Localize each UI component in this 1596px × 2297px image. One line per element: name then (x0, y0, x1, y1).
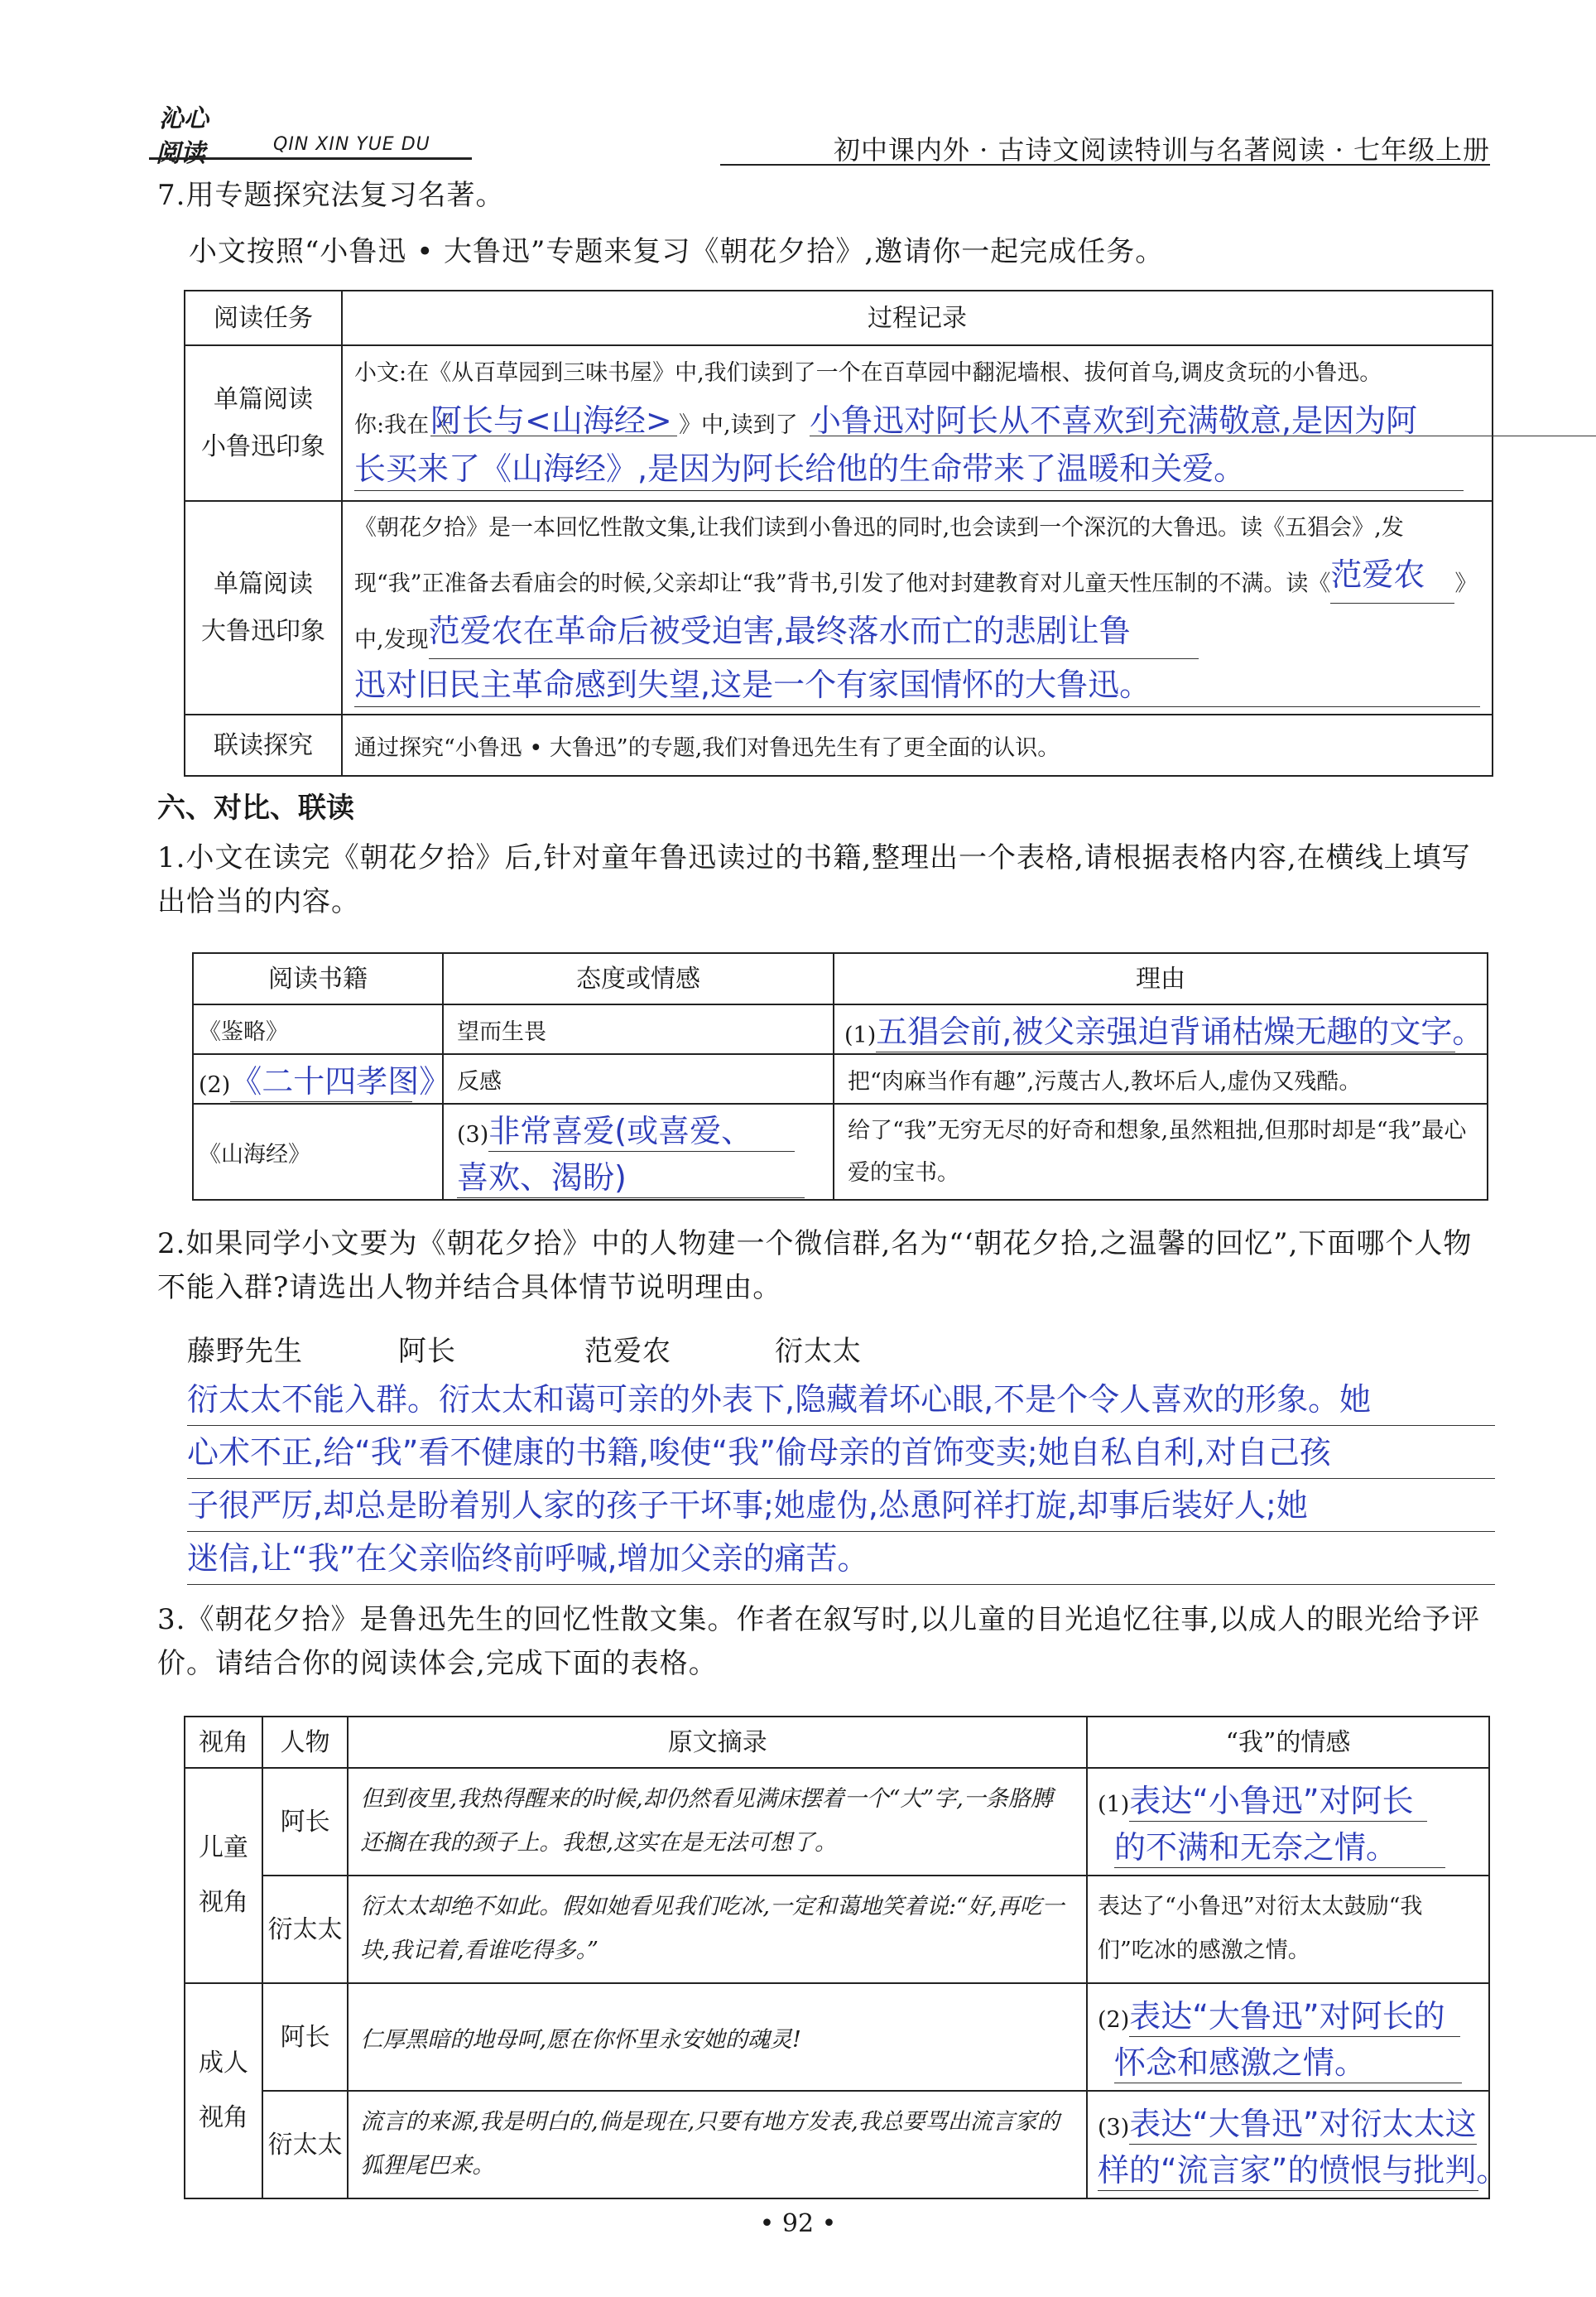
q1-header-reason: 理由 (834, 953, 1488, 1004)
q1-r1-prefix: (1) (844, 1023, 877, 1048)
header-rule (720, 164, 1490, 166)
q3-r3-prefix: (2) (1098, 2007, 1130, 2033)
q3-header-quote: 原文摘录 (348, 1717, 1087, 1768)
q7-row2-blank[interactable]: 范爱农 (1330, 547, 1454, 604)
page-number: • 92 • (759, 2209, 837, 2238)
q7-table (184, 290, 1493, 777)
q1-r1-reason (834, 1004, 1488, 1054)
q3-header-person: 人物 (262, 1717, 349, 1768)
q1-r1-answer[interactable]: 五猖会前,被父亲强迫背诵枯燥无趣的文字。 (876, 1006, 1455, 1052)
q1-text: 1.小文在读完《朝花夕拾》后,针对童年鲁迅读过的书籍,整理出一个表格,请根据表格内容,在横线上填写出恰当的内容。 (157, 841, 1471, 918)
q1-r3-prefix: (3) (457, 1122, 489, 1148)
q7-row1-you: 你:我在《 (354, 412, 452, 438)
q7-row2-record (342, 501, 1493, 715)
q2-option: 衍太太 (775, 1335, 862, 1368)
q3-r1-person: 阿长 (262, 1768, 349, 1876)
q2-answer-line[interactable]: 心术不正,给“我”看不健康的书籍,唆使“我”偷母亲的首饰变卖;她自私自利,对自己孩 (187, 1426, 1495, 1479)
q3-text: 3.《朝花夕拾》是鲁迅先生的回忆性散文集。作者在叙写时,以儿童的目光追忆往事,以成人的眼光给予评价。请结合你的阅读体会,完成下面的表格。 (157, 1603, 1481, 1680)
q1-r2-answer[interactable]: 《二十四孝图》 (230, 1056, 412, 1102)
q2-options (187, 1330, 1180, 1374)
q7-row1-label: 单篇阅读 小鲁迅印象 (185, 345, 342, 501)
header-title: 初中课内外 · 古诗文阅读特训与名著阅读 · 七年级上册 (833, 134, 1490, 166)
logo-pinyin: QIN XIN YUE DU (273, 134, 430, 155)
logo-text-bottom: 阅读 (156, 139, 205, 168)
q7-row3-label: 联读探究 (185, 715, 342, 776)
q3-r3-quote: 仁厚黑暗的地母呵,愿在你怀里永安她的魂灵! (348, 1983, 1087, 2091)
q3-r4-answer2[interactable]: 样的“流言家”的愤恨与批判。 (1098, 2145, 1478, 2191)
q3-r1-answer2[interactable]: 的不满和无奈之情。 (1114, 1822, 1445, 1868)
q1-r3-attitude (443, 1104, 834, 1200)
q7-intro: 小文按照“小鲁迅 • 大鲁迅”专题来复习《朝花夕拾》,邀请你一起完成任务。 (189, 235, 1165, 268)
q3-r1-quote: 但到夜里,我热得醒来的时候,却仍然看见满床摆着一个“大”字,一条胳膊还搁在我的颈子上。我想,这实在是无法可想了。 (348, 1768, 1087, 1876)
q3-r1-answer1[interactable]: 表达“小鲁迅”对阿长 (1129, 1775, 1427, 1822)
q2-answer[interactable] (187, 1373, 1495, 1585)
q3-header-feeling: “我”的情感 (1087, 1717, 1489, 1768)
q2-option: 藤野先生 (187, 1335, 303, 1368)
q1-r2-reason: 把“肉麻当作有趣”,污蔑古人,教坏后人,虚伪又残酷。 (834, 1054, 1488, 1104)
q7-row2-answer2[interactable]: 迅对旧民主革命感到失望,这是一个有家国情怀的大鲁迅。 (354, 659, 1480, 707)
q1-header-attitude: 态度或情感 (443, 953, 834, 1004)
q2-text: 2.如果同学小文要为《朝花夕拾》中的人物建一个微信群,名为“‘朝花夕拾,之温馨的回忆”,下面哪个人物不能入群?请选出人物并结合具体情节说明理由。 (157, 1227, 1473, 1304)
q7-row1-record (342, 345, 1493, 501)
q7-row2-mid: 》中,发现 (354, 571, 1478, 653)
q3-r4-feeling (1087, 2091, 1508, 2198)
q2-answer-line[interactable]: 迷信,让“我”在父亲临终前呼喊,增加父亲的痛苦。 (187, 1532, 1495, 1585)
q3-header-view: 视角 (185, 1717, 262, 1768)
q1-r1-attitude: 望而生畏 (443, 1004, 834, 1054)
q2-option: 范爱农 (584, 1335, 671, 1368)
q7-row2-answer1[interactable]: 范爱农在革命后被受迫害,最终落水而亡的悲剧让鲁 (429, 604, 1199, 660)
q3-r3-feeling (1087, 1983, 1489, 2091)
q3-adult-view: 成人 视角 (185, 1983, 262, 2198)
q3-r2-person: 衍太太 (262, 1876, 349, 1983)
q3-child-view: 儿童 视角 (185, 1768, 262, 1983)
q1-r3-answer2[interactable]: 喜欢、渴盼) (457, 1152, 805, 1198)
q3-r4-person: 衍太太 (262, 2091, 349, 2198)
q1-r2-prefix: (2) (199, 1072, 231, 1098)
q1-r1-book: 《鉴略》 (193, 1004, 443, 1054)
q7-row1-text: 小文:在《从百草园到三味书屋》中,我们读到了一个在百草园中翻泥墙根、拔何首乌,调皮贪玩的小鲁迅。 (354, 360, 1382, 387)
q2-answer-line[interactable]: 子很严厉,却总是盼着别人家的孩子干坏事;她虚伪,怂恿阿祥打旋,却事后装好人;她 (187, 1479, 1495, 1532)
q7-row2-text: 《朝花夕拾》是一本回忆性散文集,让我们读到小鲁迅的同时,也会读到一个深沉的大鲁迅。读《五猖会》,发现“我”正准备去看庙会的时候,父亲却让“我”背书,引发了他对封建教育对儿童天性压制的不满。读《 (354, 515, 1404, 597)
q3-r2-quote: 衍太太却绝不如此。假如她看见我们吃冰,一定和蔼地笑着说:“好,再吃一块,我记着,看谁吃得多。” (348, 1876, 1087, 1983)
q7-row1-answer1[interactable]: 小鲁迅对阿长从不喜欢到充满敬意,是因为阿 (810, 395, 1596, 436)
q3-r4-prefix: (3) (1098, 2115, 1130, 2140)
q2-option: 阿长 (398, 1335, 456, 1368)
q7-row1-blank1[interactable]: 阿长与<山海经> (430, 395, 677, 436)
q7-col-record: 过程记录 (342, 291, 1493, 345)
q3-r3-person: 阿长 (262, 1983, 349, 2091)
logo-text-top: 沁心 (159, 104, 209, 133)
q7-row3-text: 通过探究“小鲁迅 • 大鲁迅”的专题,我们对鲁迅先生有了更全面的认识。 (342, 715, 1493, 776)
q3-r1-feeling (1087, 1768, 1489, 1876)
q3-table (184, 1716, 1508, 2199)
q3-r2-feeling: 表达了“小鲁迅”对衍太太鼓励“我们”吃冰的感激之情。 (1087, 1876, 1489, 1983)
q3-r4-answer1[interactable]: 表达“大鲁迅”对衍太太这 (1129, 2098, 1477, 2145)
q3-r1-prefix: (1) (1098, 1792, 1130, 1818)
q1-r2-book (193, 1054, 451, 1104)
q3-r3-answer2[interactable]: 怀念和感激之情。 (1114, 2037, 1462, 2083)
q3-r4-quote: 流言的来源,我是明白的,倘是现在,只要有地方发表,我总要骂出流言家的狐狸尾巴来。 (348, 2091, 1087, 2198)
q7-row2-label: 单篇阅读 大鲁迅印象 (185, 501, 342, 715)
q3-r3-answer1[interactable]: 表达“大鲁迅”对阿长的 (1129, 1991, 1460, 2037)
q7-row1-mid: 》中,读到了 (679, 412, 798, 438)
q7-title: 7.用专题探究法复习名著。 (157, 179, 505, 212)
q1-table (192, 952, 1488, 1201)
q1-r2-attitude: 反感 (443, 1054, 834, 1104)
page-header (149, 98, 1490, 168)
q1-header-book: 阅读书籍 (193, 953, 443, 1004)
q7-col-task: 阅读任务 (185, 291, 342, 345)
q1-r3-book: 《山海经》 (193, 1104, 443, 1200)
q7-row1-answer2[interactable]: 长买来了《山海经》,是因为阿长给他的生命带来了温暖和关爱。 (354, 443, 1464, 491)
q1-r3-answer1[interactable]: 非常喜爱(或喜爱、 (488, 1105, 795, 1152)
section6-title: 六、对比、联读 (157, 792, 354, 825)
q2-answer-line[interactable]: 衍太太不能入群。衍太太和蔼可亲的外表下,隐藏着坏心眼,不是个令人喜欢的形象。她 (187, 1373, 1495, 1426)
logo-underline (149, 157, 472, 160)
q1-r3-reason: 给了“我”无穷无尽的好奇和想象,虽然粗拙,但那时却是“我”最心爱的宝书。 (834, 1104, 1488, 1200)
